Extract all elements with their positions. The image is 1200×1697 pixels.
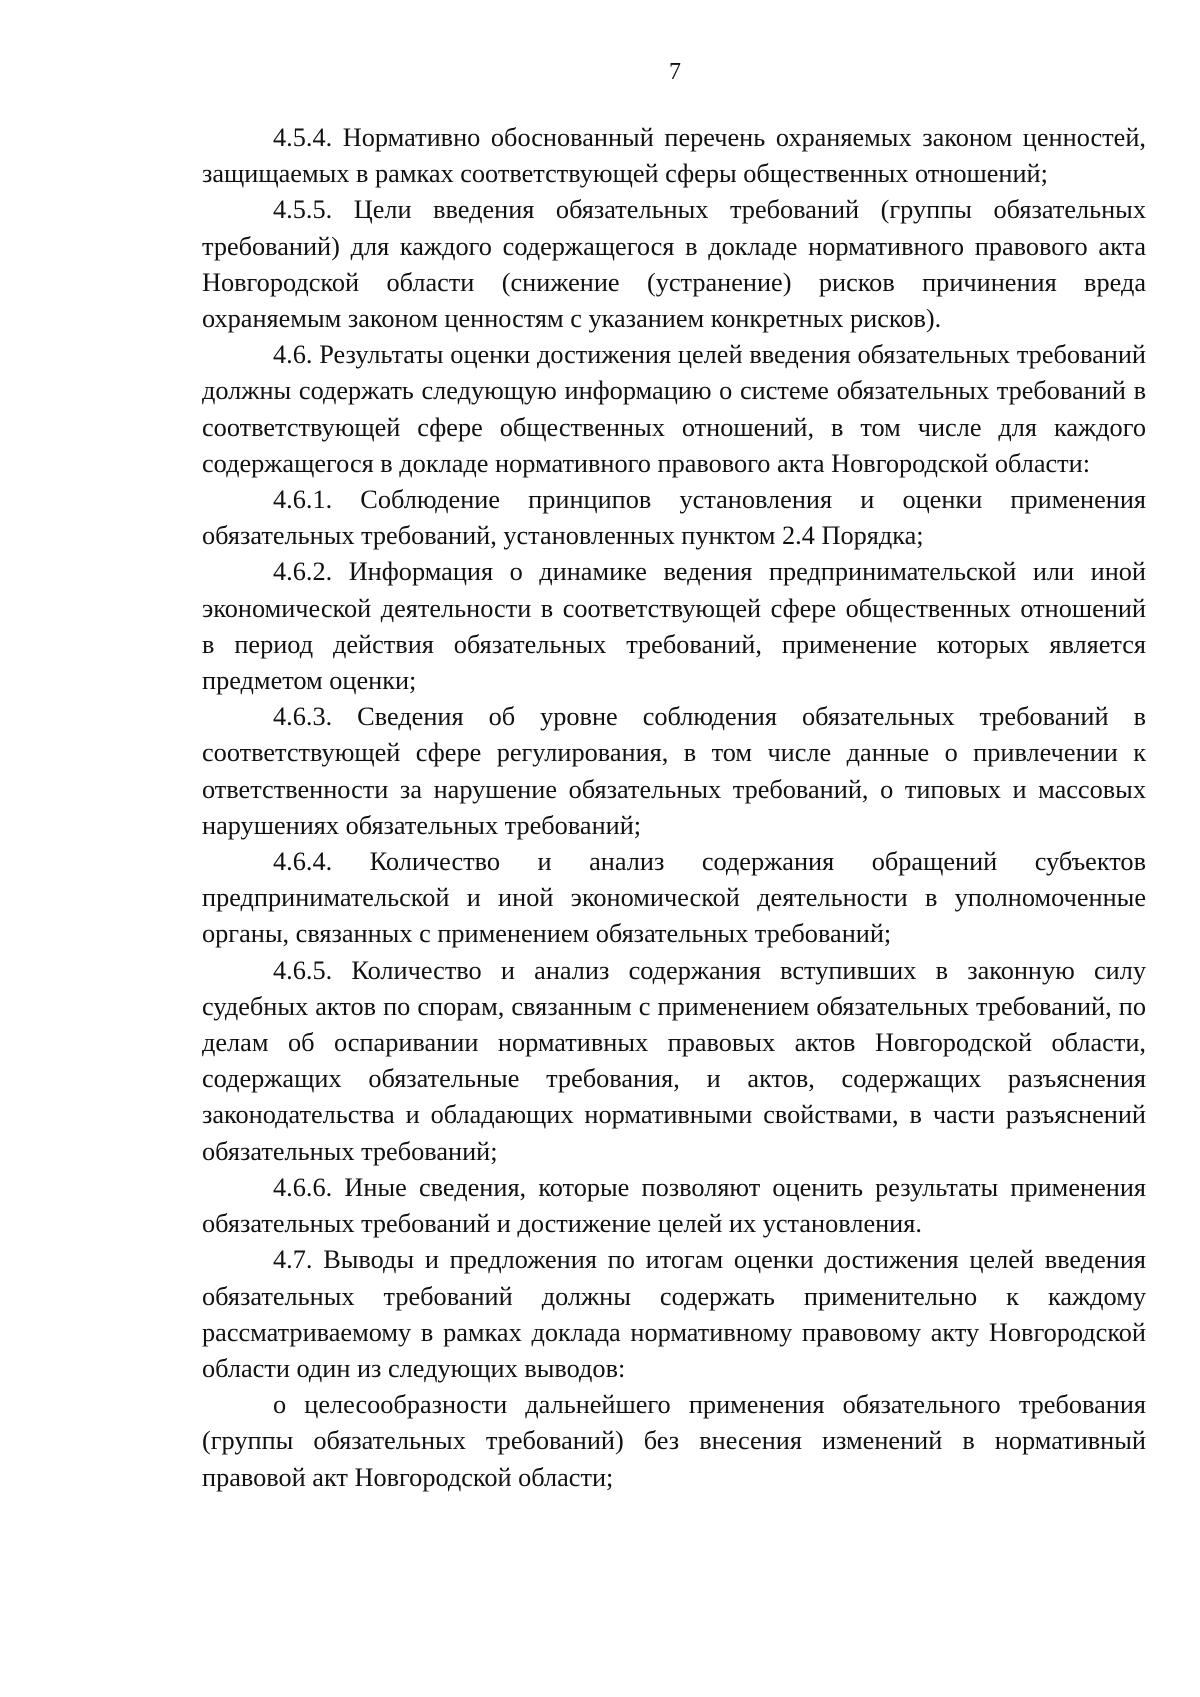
paragraph-4-6-5: 4.6.5. Количество и анализ содержания вступивших в законную силу судебных актов по спорам, связанным с применением обязательных требований, по делам об оспаривании нормативных правовых актов Новгородской области, содержащих обязательные требования, и актов, содержащих разъяснения законодательства и обладающих нормативными свойствами, в части разъяснений обязательных требований; <box>202 955 1146 1166</box>
paragraph-4-6: 4.6. Результаты оценки достижения целей введения обязательных требований должны содержать следующую информацию о системе обязательных требований в соответствующей сфере общественных отношений, в том числе для каждого содержащегося в докладе нормативного правового акта Новгородской области: <box>202 340 1146 478</box>
paragraph-4-7: 4.7. Выводы и предложения по итогам оценки достижения целей введения обязательных требований должны содержать применительно к каждому рассматриваемому в рамках доклада нормативному правовому акту Новгородской области один из следующих выводов: <box>202 1245 1146 1383</box>
paragraph-4-6-2: 4.6.2. Информация о динамике ведения предпринимательской или иной экономической деятельности в соответствующей сфере общественных отношений в период действия обязательных требований, применение которых является предметом оценки; <box>202 557 1146 696</box>
paragraph-4-5-4: 4.5.4. Нормативно обоснованный перечень охраняемых законом ценностей, защищаемых в рамках соответствующей сферы общественных отношений; <box>202 123 1146 189</box>
paragraph-4-6-3: 4.6.3. Сведения об уровне соблюдения обязательных требований в соответствующей сфере регулирования, в том числе данные о привлечении к ответственности за нарушение обязательных требований, о типовых и массовых нарушениях обязательных требований; <box>202 702 1146 840</box>
page-number: 7 <box>669 59 681 85</box>
paragraph-4-5-5: 4.5.5. Цели введения обязательных требований (группы обязательных требований) для каждого содержащегося в докладе нормативного правового акта Новгородской области (снижение (устранение) рисков причинения вреда охраняемым законом ценностям с указанием конкретных рисков). <box>202 195 1146 334</box>
paragraph-conclusion-option: о целесообразности дальнейшего применения обязательного требования (группы обязательных требований) без внесения изменений в нормативный правовой акт Новгородской области; <box>202 1390 1146 1492</box>
document-body <box>202 120 1146 1496</box>
paragraph-4-6-6: 4.6.6. Иные сведения, которые позволяют оценить результаты применения обязательных требований и достижение целей их установления. <box>202 1172 1146 1239</box>
paragraph-4-6-4: 4.6.4. Количество и анализ содержания обращений субъектов предпринимательской и иной экономической деятельности в уполномоченные органы, связанных с применением обязательных требований; <box>202 847 1146 949</box>
paragraph-4-6-1: 4.6.1. Соблюдение принципов установления и оценки применения обязательных требований, установленных пунктом 2.4 Порядка; <box>202 485 1146 551</box>
